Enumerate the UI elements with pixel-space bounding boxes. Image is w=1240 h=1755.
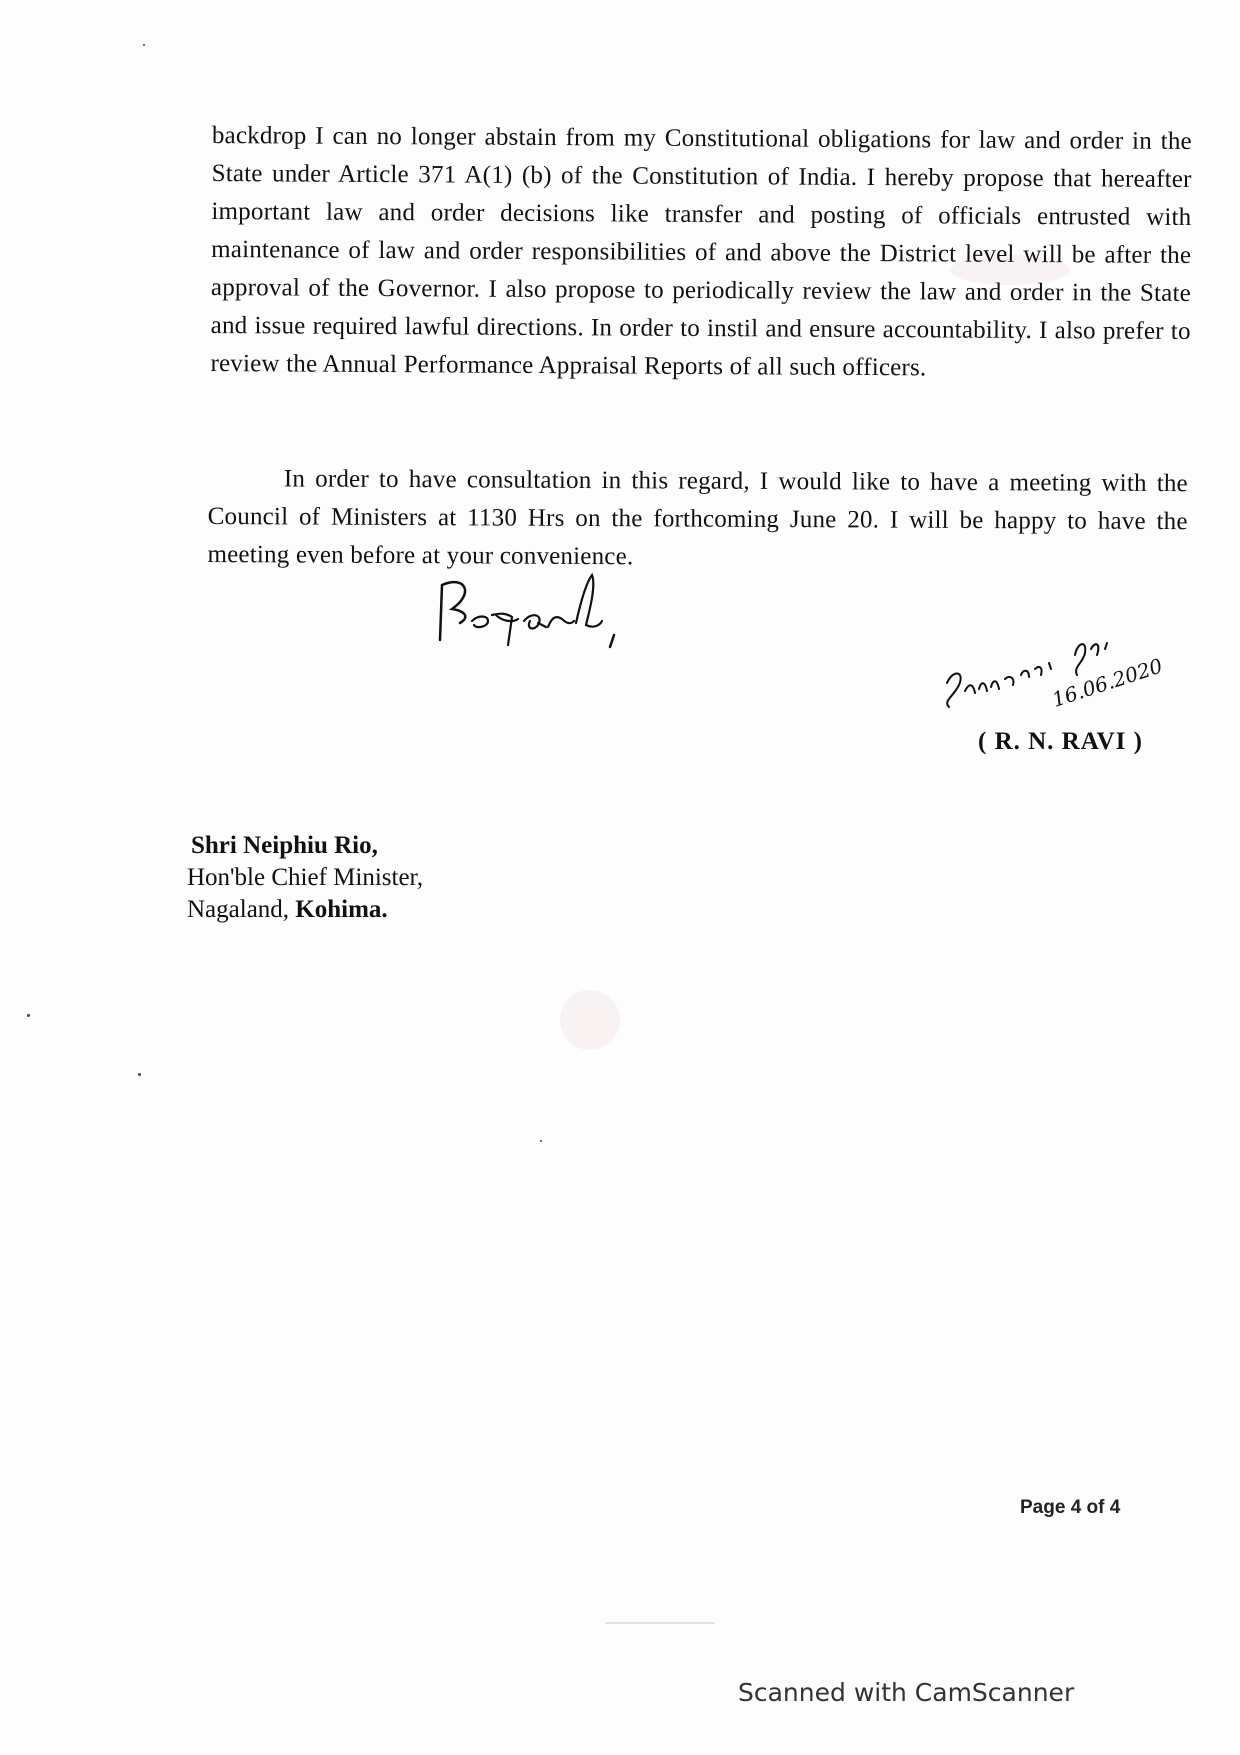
addressee-city: Kohima. <box>295 896 388 923</box>
paper-speck <box>540 1140 542 1142</box>
page-total: 4 <box>1109 1497 1121 1518</box>
signatory-name: ( R. N. RAVI ) <box>978 728 1143 755</box>
page-number <box>1020 1497 1120 1519</box>
addressee-designation: Hon'ble Chief Minister, <box>187 864 424 891</box>
handwritten-regards <box>430 565 650 655</box>
paper-crease <box>605 1622 715 1624</box>
scanner-watermark: Scanned with CamScanner <box>738 1678 1075 1707</box>
page-prefix: Page <box>1020 1497 1071 1518</box>
addressee-state: Nagaland, <box>187 896 296 923</box>
signature-date: 16.06.2020 <box>1049 653 1166 712</box>
addressee-place <box>187 894 423 926</box>
paper-speck <box>27 1014 30 1017</box>
paper-speck <box>138 1073 141 1076</box>
page-current: 4 <box>1070 1497 1082 1518</box>
body-paragraph-1: backdrop I can no longer abstain from my Constitutional obligations for law and order in the State under Article 371 A(1) (b) of the Constitution of India. I hereby propose that hereafter important law and order decisions like transfer and posting of officials entrusted with maintenance of law and order responsibilities of and above the District level will be after the approval of the Governor. I also propose to periodically review the law and order in the State and issue required lawful directions. In order to instil and ensure accountability. I also prefer to review the Annual Performance Appraisal Reports of all such officers. <box>210 121 1192 382</box>
paper-speck <box>143 44 145 46</box>
body-paragraph-2: In order to have consultation in this regard, I would like to have a meeting with the Council of Ministers at 1130 Hrs on the forthcoming June 20. I will be happy to have the meeting even before at your convenience. <box>207 465 1188 571</box>
paper-smudge <box>560 990 620 1050</box>
addressee-name: Shri Neiphiu Rio, <box>191 832 378 859</box>
addressee-block <box>187 830 423 926</box>
page-mid: of <box>1081 1497 1110 1518</box>
